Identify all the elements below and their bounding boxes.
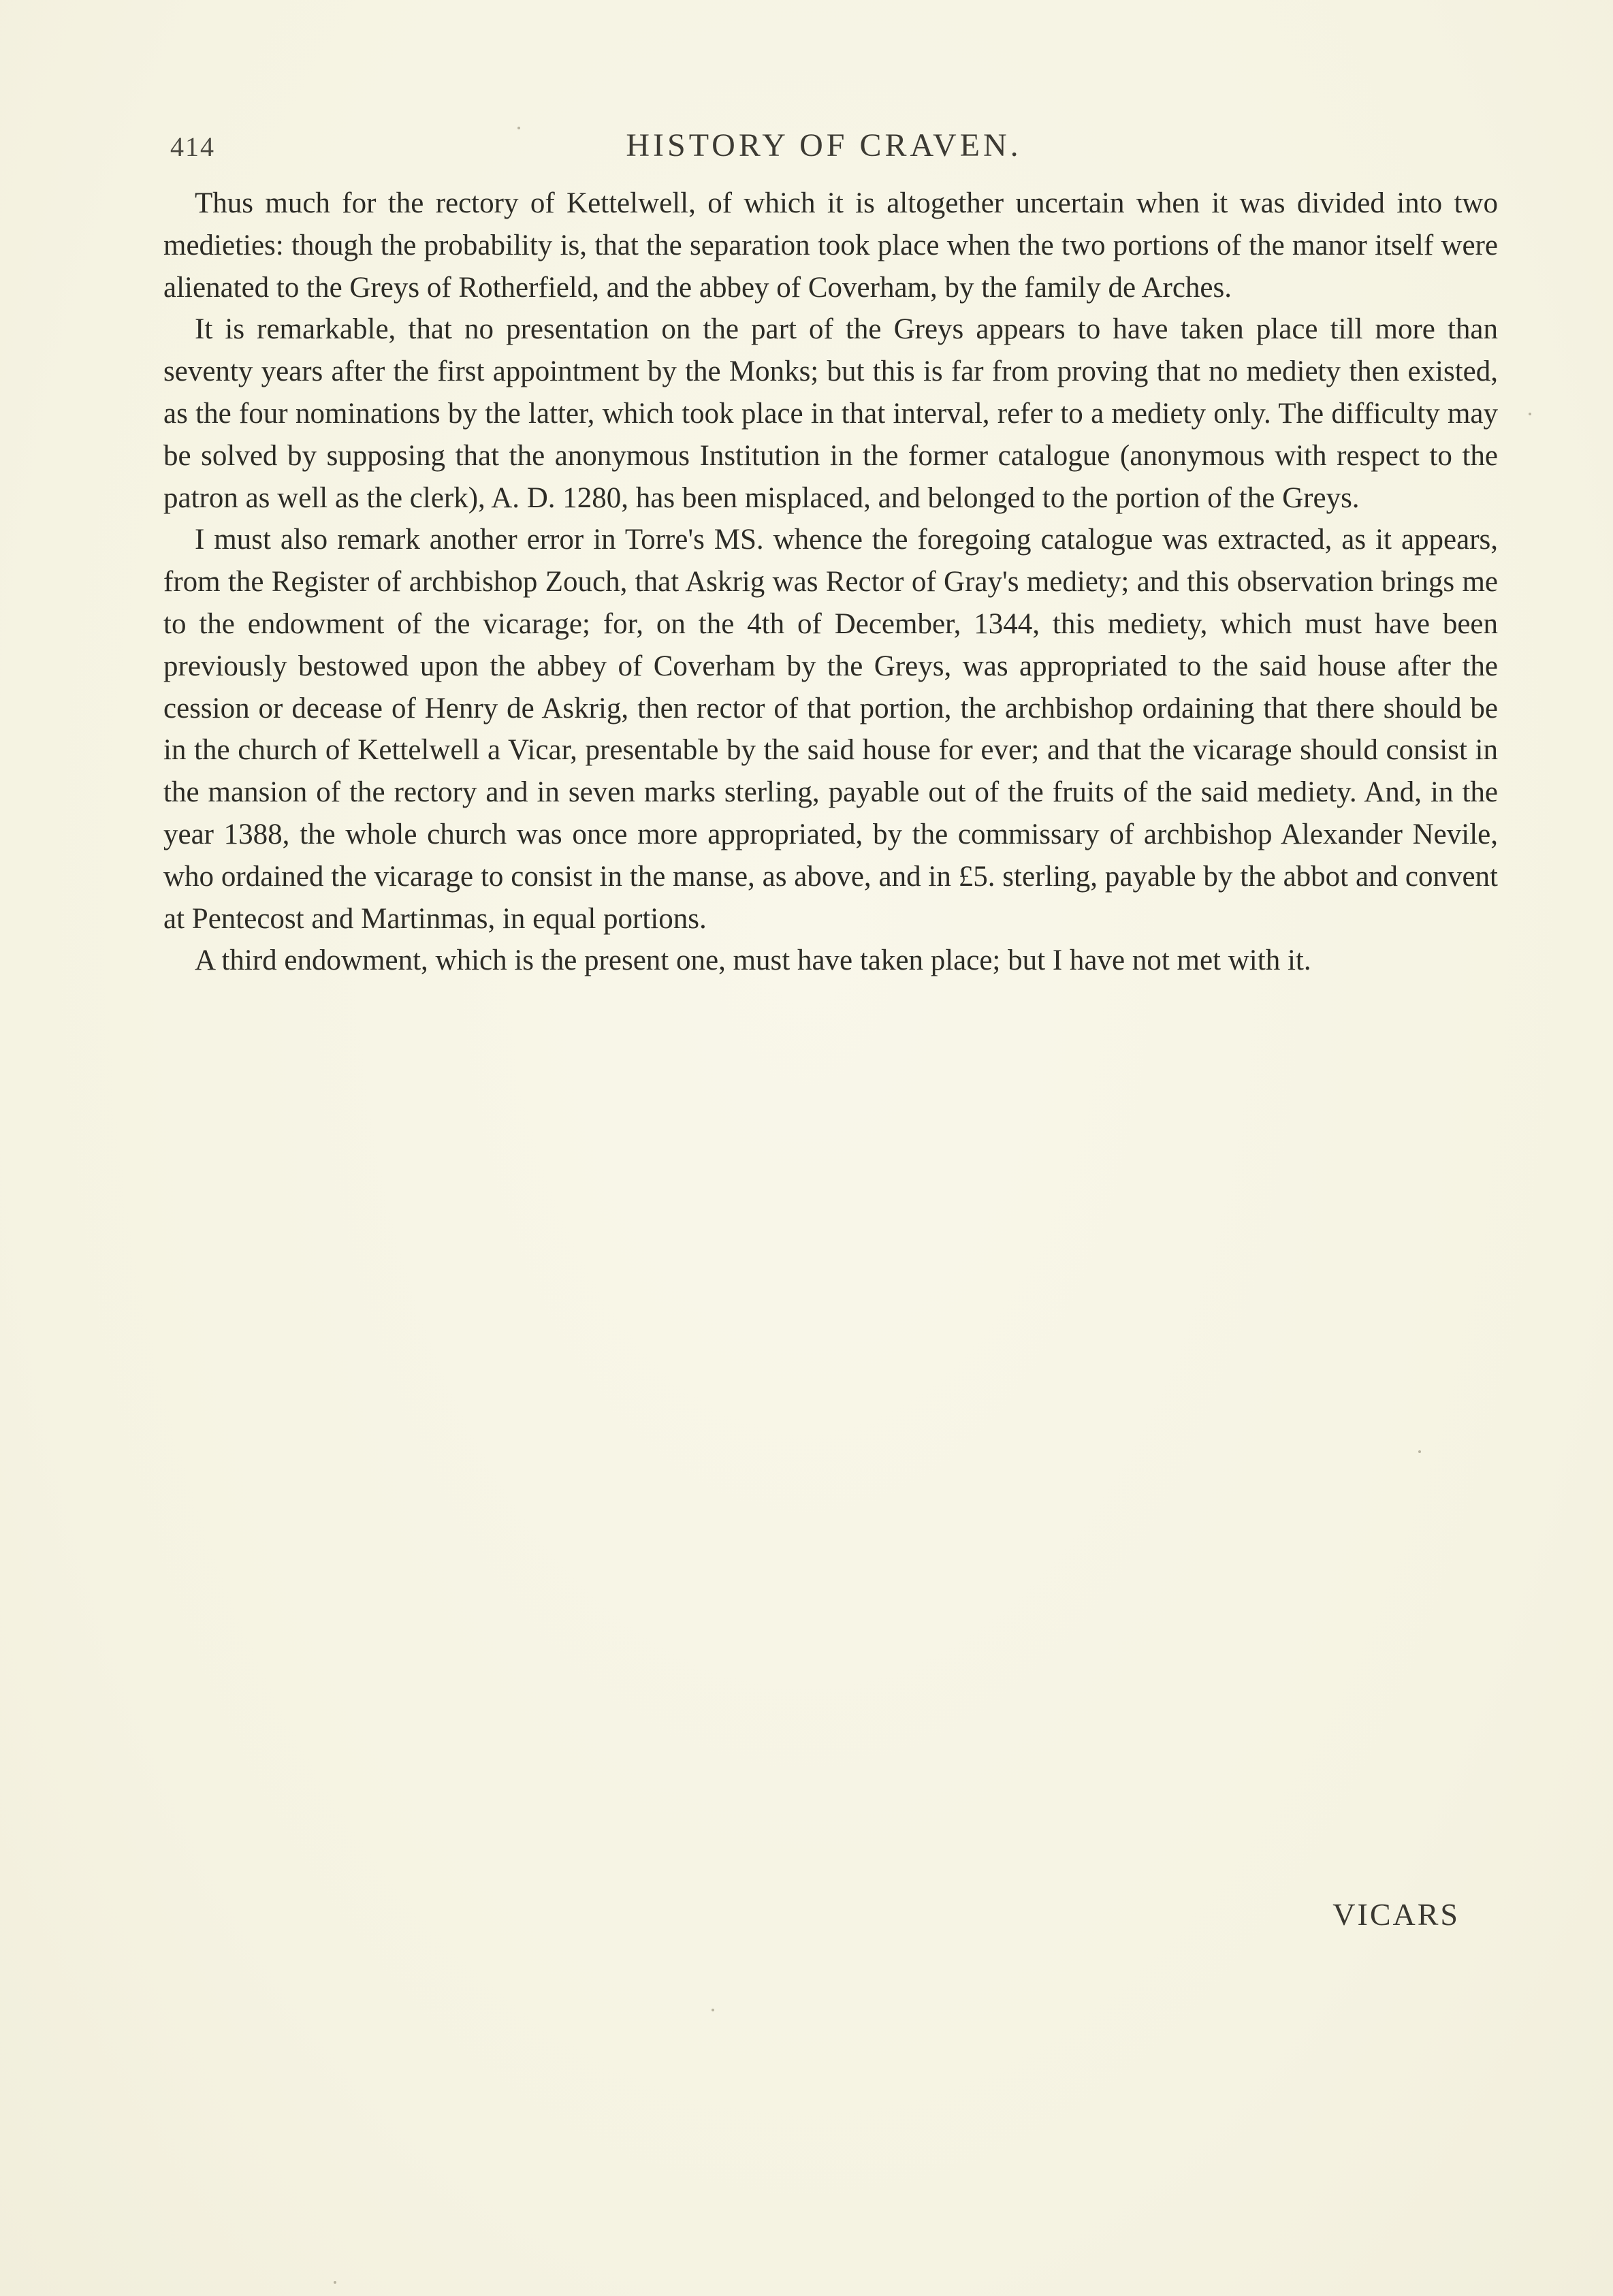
catchword: VICARS (1332, 1897, 1460, 1932)
paper-speck (334, 2281, 336, 2284)
paragraph: It is remarkable, that no presentation on the part of the Greys appears to have taken place till more than seventy years after the first appointment by the Monks; but this is far from proving that no mediety then existed, as the four nominations by the latter, which took place in that interval, refer to a mediety only. The difficulty may be solved by supposing that the anonymous Institution in the former catalogue (anonymous with respect to the patron as well as the clerk), A. D. 1280, has been misplaced, and belonged to the portion of the Greys. (163, 313, 1498, 514)
body-text (163, 182, 1498, 982)
paragraph: I must also remark another error in Torre's MS. whence the foregoing catalogue was extracted, as it appears, from the Register of archbishop Zouch, that Askrig was Rector of Gray's mediety; and this observation brings me to the endowment of the vicarage; for, on the 4th of December, 1344, this mediety, which must have been previously bestowed upon the abbey of Coverham by the Greys, was appropriated to the said house after the cession or decease of Henry de Askrig, then rector of that portion, the archbishop ordaining that there should be in the church of Kettelwell a Vicar, presentable by the said house for ever; and that the vicarage should consist in the mansion of the rectory and in seven marks sterling, payable out of the fruits of the said mediety. And, in the year 1388, the whole church was once more appropriated, by the commissary of archbishop Alexander Nevile, who ordained the vicarage to consist in the manse, as above, and in £5. sterling, payable by the abbot and convent at Pentecost and Martinmas, in equal portions. (163, 524, 1498, 935)
paper-speck (712, 2009, 714, 2011)
running-title: HISTORY OF CRAVEN. (626, 127, 1022, 163)
page-number: 414 (170, 131, 215, 162)
paragraph: Thus much for the rectory of Kettelwell, of which it is altogether uncertain when it was divided into two medieties: though the probability is, that the separation took place when the two portions of the manor itself were alienated to the Greys of Rotherfield, and the abbey of Coverham, by the family de Arches. (163, 187, 1498, 304)
paper-speck (1418, 1450, 1421, 1453)
running-head (163, 121, 1484, 169)
paragraph: A third endowment, which is the present one, must have taken place; but I have not met with it. (195, 944, 1311, 977)
paper-speck (517, 127, 520, 129)
paper-speck (1529, 413, 1531, 415)
